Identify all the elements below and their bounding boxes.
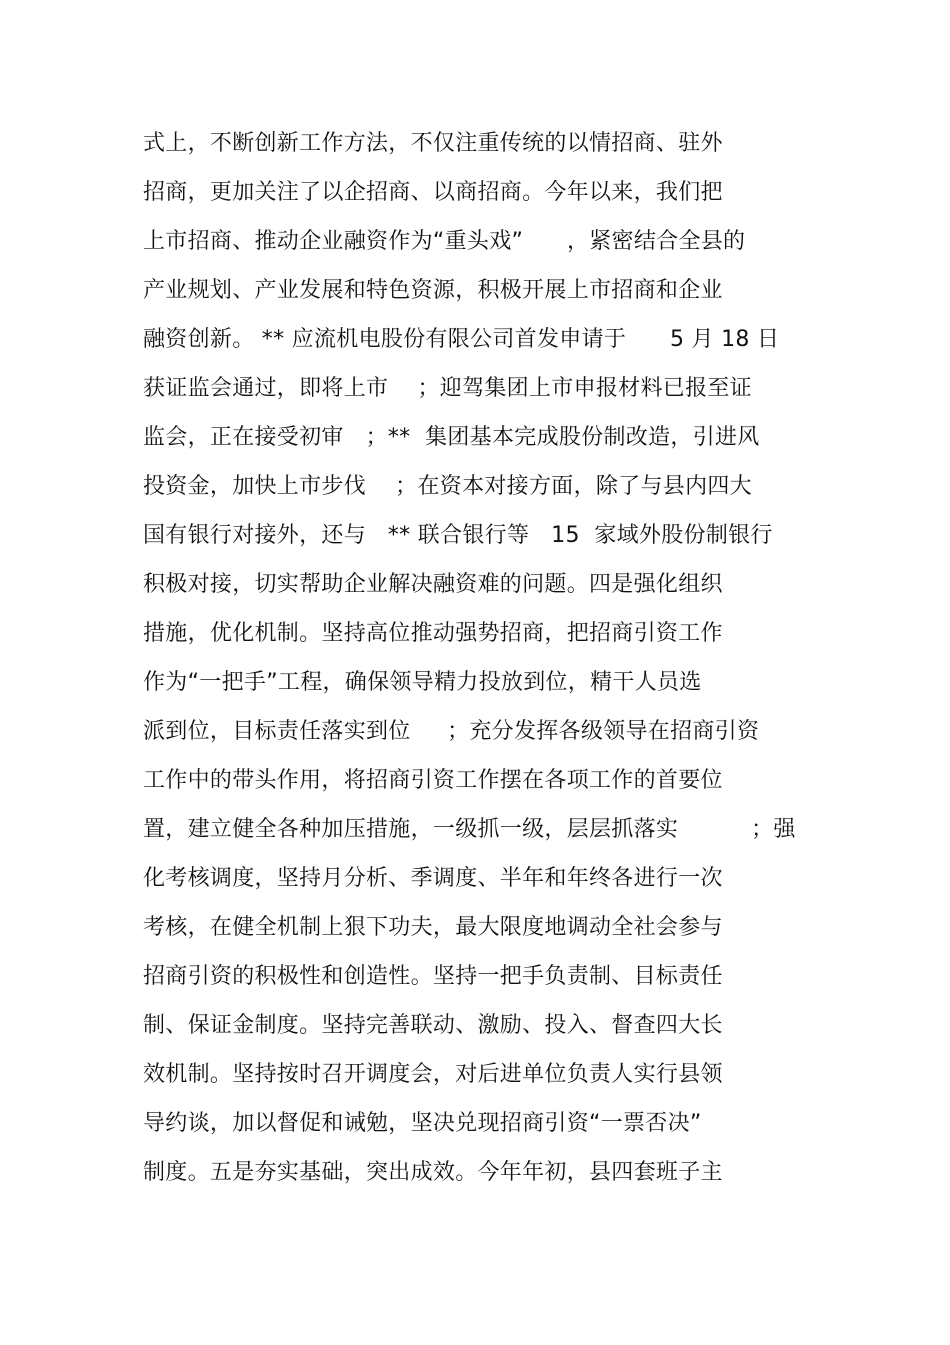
text-line: 国有银行对接外，还与 ** 联合银行等 15 家域外股份制银行 (143, 523, 773, 548)
text-line: 上市招商、推动企业融资作为“重头戏” ，紧密结合全县的 (143, 229, 746, 254)
text-line: 投资金，加快上市步伐 ；在资本对接方面，除了与县内四大 (143, 474, 752, 499)
text-line: 化考核调度，坚持月分析、季调度、半年和年终各进行一次 (143, 866, 723, 891)
text-line: 派到位，目标责任落实到位 ；充分发挥各级领导在招商引资 (143, 719, 760, 744)
text-line: 融资创新。 ** 应流机电股份有限公司首发申请于 5 月 18 日 (143, 327, 780, 352)
text-line: 招商，更加关注了以企招商、以商招商。今年以来，我们把 (143, 180, 723, 205)
text-line: 积极对接，切实帮助企业解决融资难的问题。四是强化组织 (143, 572, 723, 597)
text-line: 效机制。坚持按时召开调度会，对后进单位负责人实行县领 (143, 1062, 723, 1087)
text-line: 考核，在健全机制上狠下功夫，最大限度地调动全社会参与 (143, 915, 723, 940)
text-line: 置，建立健全各种加压措施，一级抓一级，层层抓落实 ；强 (143, 817, 796, 842)
text-line: 招商引资的积极性和创造性。坚持一把手负责制、目标责任 (143, 964, 723, 989)
text-line: 工作中的带头作用，将招商引资工作摆在各项工作的首要位 (143, 768, 723, 793)
text-line: 导约谈，加以督促和诫勉，坚决兑现招商引资“一票否决” (143, 1111, 702, 1136)
text-line: 作为“一把手”工程，确保领导精力投放到位，精干人员选 (143, 670, 702, 695)
text-line: 制度。五是夯实基础，突出成效。今年年初，县四套班子主 (143, 1160, 723, 1185)
text-line: 监会，正在接受初审 ；** 集团基本完成股份制改造，引进风 (143, 425, 760, 450)
text-line: 产业规划、产业发展和特色资源，积极开展上市招商和企业 (143, 278, 723, 303)
text-line: 式上，不断创新工作方法，不仅注重传统的以情招商、驻外 (143, 131, 723, 156)
text-line: 获证监会通过，即将上市 ；迎驾集团上市申报材料已报至证 (143, 376, 752, 401)
text-line: 制、保证金制度。坚持完善联动、激励、投入、督查四大长 (143, 1013, 723, 1038)
text-line: 措施，优化机制。坚持高位推动强势招商，把招商引资工作 (143, 621, 723, 646)
body-text (143, 119, 843, 1197)
